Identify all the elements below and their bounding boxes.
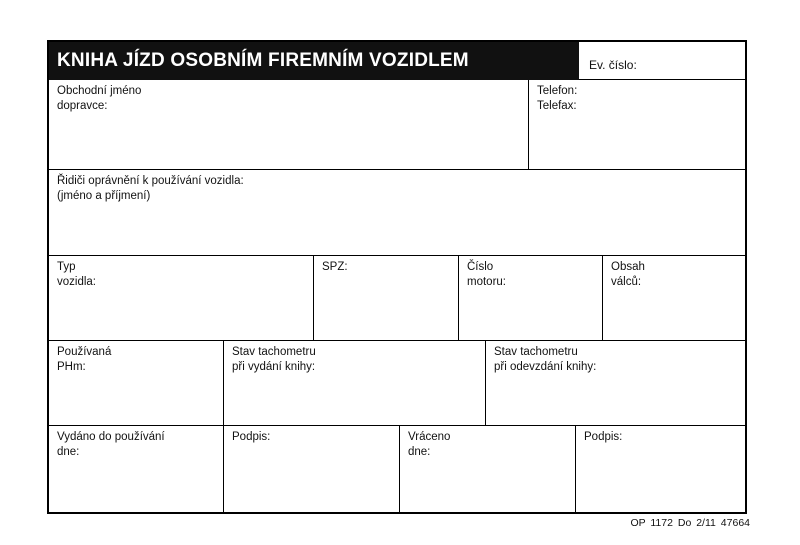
signature-return-field[interactable] xyxy=(576,426,745,512)
drivers-label-1: Řidiči oprávnění k používání vozidla: xyxy=(57,175,244,187)
carrier-label-2: dopravce: xyxy=(57,100,108,112)
carrier-row xyxy=(49,80,745,170)
volume-label-2: válců: xyxy=(611,276,642,288)
ev-number-field[interactable]: Ev. číslo: xyxy=(589,58,637,72)
tacho-issue-label-2: při vydání knihy: xyxy=(232,361,316,373)
engine-volume-field[interactable] xyxy=(603,256,745,340)
fax-label: Telefax: xyxy=(537,100,577,112)
vehicle-row xyxy=(49,256,745,341)
issue-return-row xyxy=(49,426,745,512)
fuel-label-1: Používaná xyxy=(57,346,112,358)
form-title: KNIHA JÍZD OSOBNÍM FIREMNÍM VOZIDLEM xyxy=(49,42,579,80)
spz-field[interactable] xyxy=(314,256,459,340)
form-number: 47664 xyxy=(720,517,750,529)
issued-label-2: dne: xyxy=(57,446,80,458)
form-code: OP 1172 xyxy=(630,517,673,529)
issued-label-1: Vydáno do používání xyxy=(57,431,165,443)
engine-label-1: Číslo xyxy=(467,261,494,273)
drivers-row xyxy=(49,170,745,256)
engine-label-2: motoru: xyxy=(467,276,506,288)
vehicle-type-field[interactable] xyxy=(49,256,314,340)
signature-return-label: Podpis: xyxy=(584,431,623,443)
form-footer xyxy=(560,517,750,529)
drivers-label-2: (jméno a příjmení) xyxy=(57,190,151,202)
tacho-issue-field[interactable] xyxy=(224,341,486,425)
phone-label: Telefon: xyxy=(537,85,578,97)
vehicle-type-label-2: vozidla: xyxy=(57,276,96,288)
fuel-label-2: PHm: xyxy=(57,361,86,373)
issued-date-field[interactable] xyxy=(49,426,224,512)
returned-date-field[interactable] xyxy=(400,426,576,512)
drivers-field[interactable] xyxy=(49,170,745,255)
volume-label-1: Obsah xyxy=(611,261,645,273)
returned-label-1: Vráceno xyxy=(408,431,451,443)
fuel-tacho-row xyxy=(49,341,745,426)
engine-number-field[interactable] xyxy=(459,256,603,340)
tacho-return-field[interactable] xyxy=(486,341,745,425)
contact-field[interactable] xyxy=(529,80,745,169)
title-row xyxy=(49,42,745,80)
spz-label: SPZ: xyxy=(322,261,348,273)
carrier-field[interactable] xyxy=(49,80,529,169)
tacho-return-label-1: Stav tachometru xyxy=(494,346,578,358)
returned-label-2: dne: xyxy=(408,446,431,458)
fuel-field[interactable] xyxy=(49,341,224,425)
tacho-issue-label-1: Stav tachometru xyxy=(232,346,316,358)
carrier-label-1: Obchodní jméno xyxy=(57,85,142,97)
form-series: Do 2/11 xyxy=(677,517,716,529)
logbook-form xyxy=(47,40,747,514)
vehicle-type-label-1: Typ xyxy=(57,261,76,273)
signature-issue-label: Podpis: xyxy=(232,431,271,443)
signature-issue-field[interactable] xyxy=(224,426,400,512)
tacho-return-label-2: při odevzdání knihy: xyxy=(494,361,597,373)
